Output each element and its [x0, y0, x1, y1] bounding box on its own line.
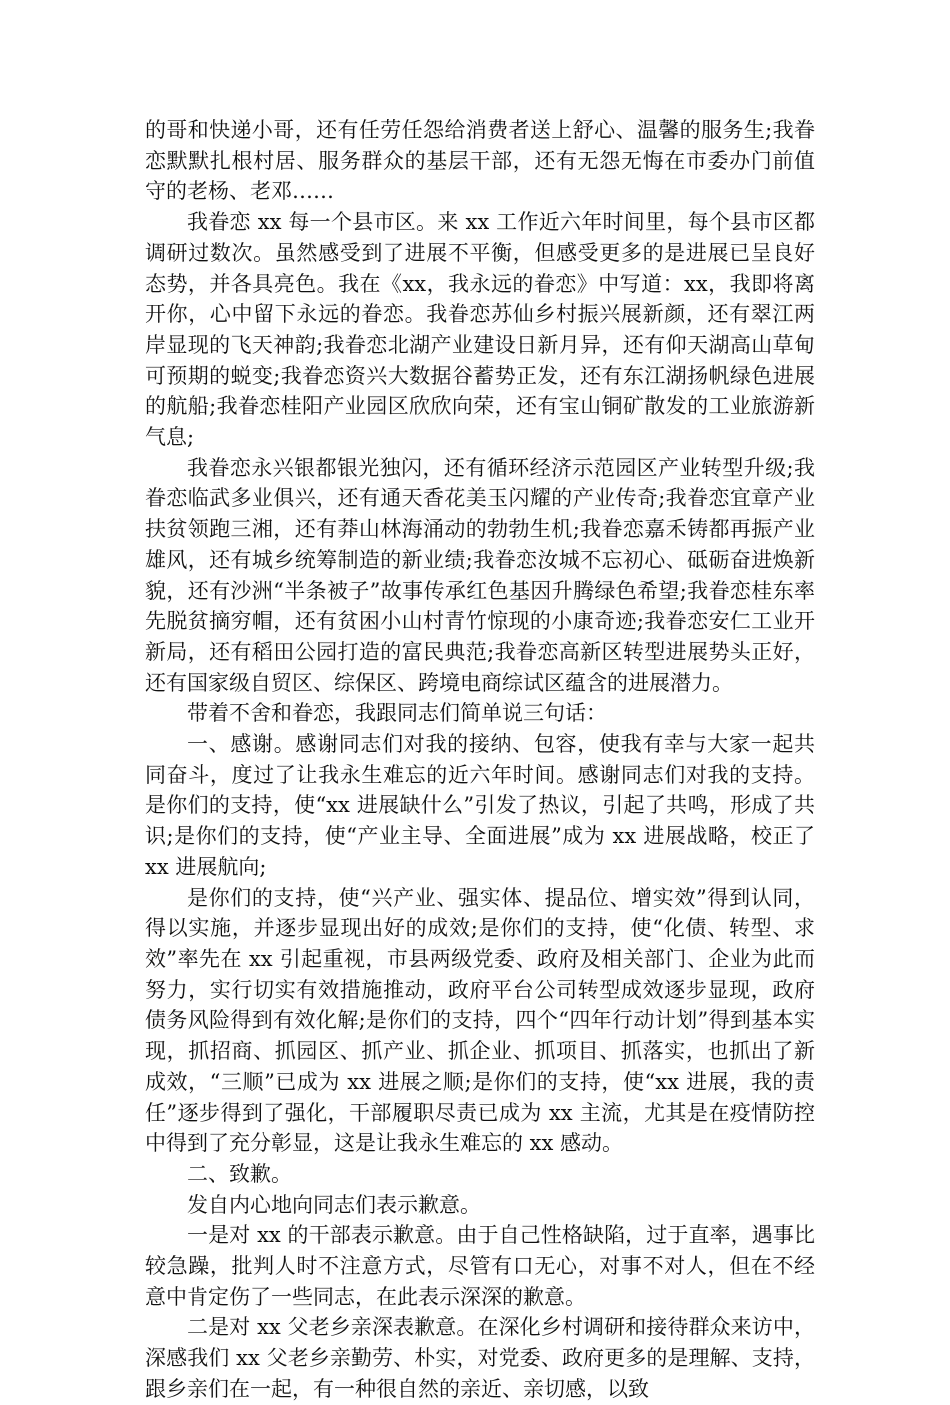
- paragraph-3: 我眷恋永兴银都银光独闪，还有循环经济示范园区产业转型升级;我眷恋临武多业俱兴，还有通天香花美玉闪耀的产业传奇;我眷恋宜章产业扶贫领跑三湘，还有莽山林海涌动的勃勃生机;我眷恋嘉禾铸都再振产业雄风，还有城乡统筹制造的新业绩;我眷恋汝城不忘初心、砥砺奋进焕新貌，还有沙洲“半条被子”故事传承红色基因升腾绿色希望;我眷恋桂东率先脱贫摘穷帽，还有贫困小山村青竹惊现的小康奇迹;我眷恋安仁工业开新局，还有稻田公园打造的富民典范;我眷恋高新区转型进展势头正好，还有国家级自贸区、综保区、跨境电商综试区蕴含的进展潜力。: [145, 455, 815, 695]
- paragraph-6: 是你们的支持，使“兴产业、强实体、提品位、增实效”得到认同，得以实施，并逐步显现出好的成效;是你们的支持，使“化债、转型、求效”率先在 xx 引起重视，市县两级党委、政府及相关部门、企业为此而努力，实行切实有效措施推动，政府平台公司转型成效逐步显现，政府债务风险得到有效化解;是你们的支持，四个“四年行动计划”得到基本实现，抓招商、抓园区、抓产业、抓企业、抓项目、抓落实，也抓出了新成效，“三顺”已成为 xx 进展之顺;是你们的支持，使“xx 进展，我的责任”逐步得到了强化，干部履职尽责已成为 xx 主流，尤其是在疫情防控中得到了充分彰显，这是让我永生难忘的 xx 感动。: [145, 885, 815, 1156]
- paragraph-5: 一、感谢。感谢同志们对我的接纳、包容，使我有幸与大家一起共同奋斗，度过了让我永生难忘的近六年时间。感谢同志们对我的支持。是你们的支持，使“xx 进展缺什么”引发了热议，引起了共鸣，形成了共识;是你们的支持，使“产业主导、全面进展”成为 xx 进展战略，校正了 xx 进展航向;: [145, 732, 815, 879]
- paragraph-9: 一是对 xx 的干部表示歉意。由于自己性格缺陷，过于直率，遇事比较急躁，批判人时不注意方式，尽管有口无心，对事不对人，但在不经意中肯定伤了一些同志，在此表示深深的歉意。: [145, 1223, 815, 1309]
- paragraph-4: 带着不舍和眷恋，我跟同志们简单说三句话：: [187, 701, 607, 726]
- paragraph-7: 二、致歉。: [187, 1161, 292, 1186]
- paragraph-1: 的哥和快递小哥，还有任劳任怨给消费者送上舒心、温馨的服务生;我眷恋默默扎根村居、服务群众的基层干部，还有无怨无悔在市委办门前值守的老杨、老邓……: [145, 118, 815, 204]
- paragraph-2: 我眷恋 xx 每一个县市区。来 xx 工作近六年时间里，每个县市区都调研过数次。虽然感受到了进展不平衡，但感受更多的是进展已呈良好态势，并各具亮色。我在《xx，我永远的眷恋》中写道：xx，我即将离开你，心中留下永远的眷恋。我眷恋苏仙乡村振兴展新颜，还有翠江两岸显现的飞天神韵;我眷恋北湖产业建设日新月异，还有仰天湖高山草甸可预期的蜕变;我眷恋资兴大数据谷蓄势正发，还有东江湖扬帆绿色进展的航船;我眷恋桂阳产业园区欣欣向荣，还有宝山铜矿散发的工业旅游新气息;: [145, 210, 815, 450]
- paragraph-8: 发自内心地向同志们表示歉意。: [187, 1192, 481, 1217]
- paragraph-10: 二是对 xx 父老乡亲深表歉意。在深化乡村调研和接待群众来访中，深感我们 xx 父老乡亲勤劳、朴实，对党委、政府更多的是理解、支持，跟乡亲们在一起，有一种很自然的亲近、亲切感，以致: [145, 1315, 815, 1401]
- document-body: [145, 115, 815, 1405]
